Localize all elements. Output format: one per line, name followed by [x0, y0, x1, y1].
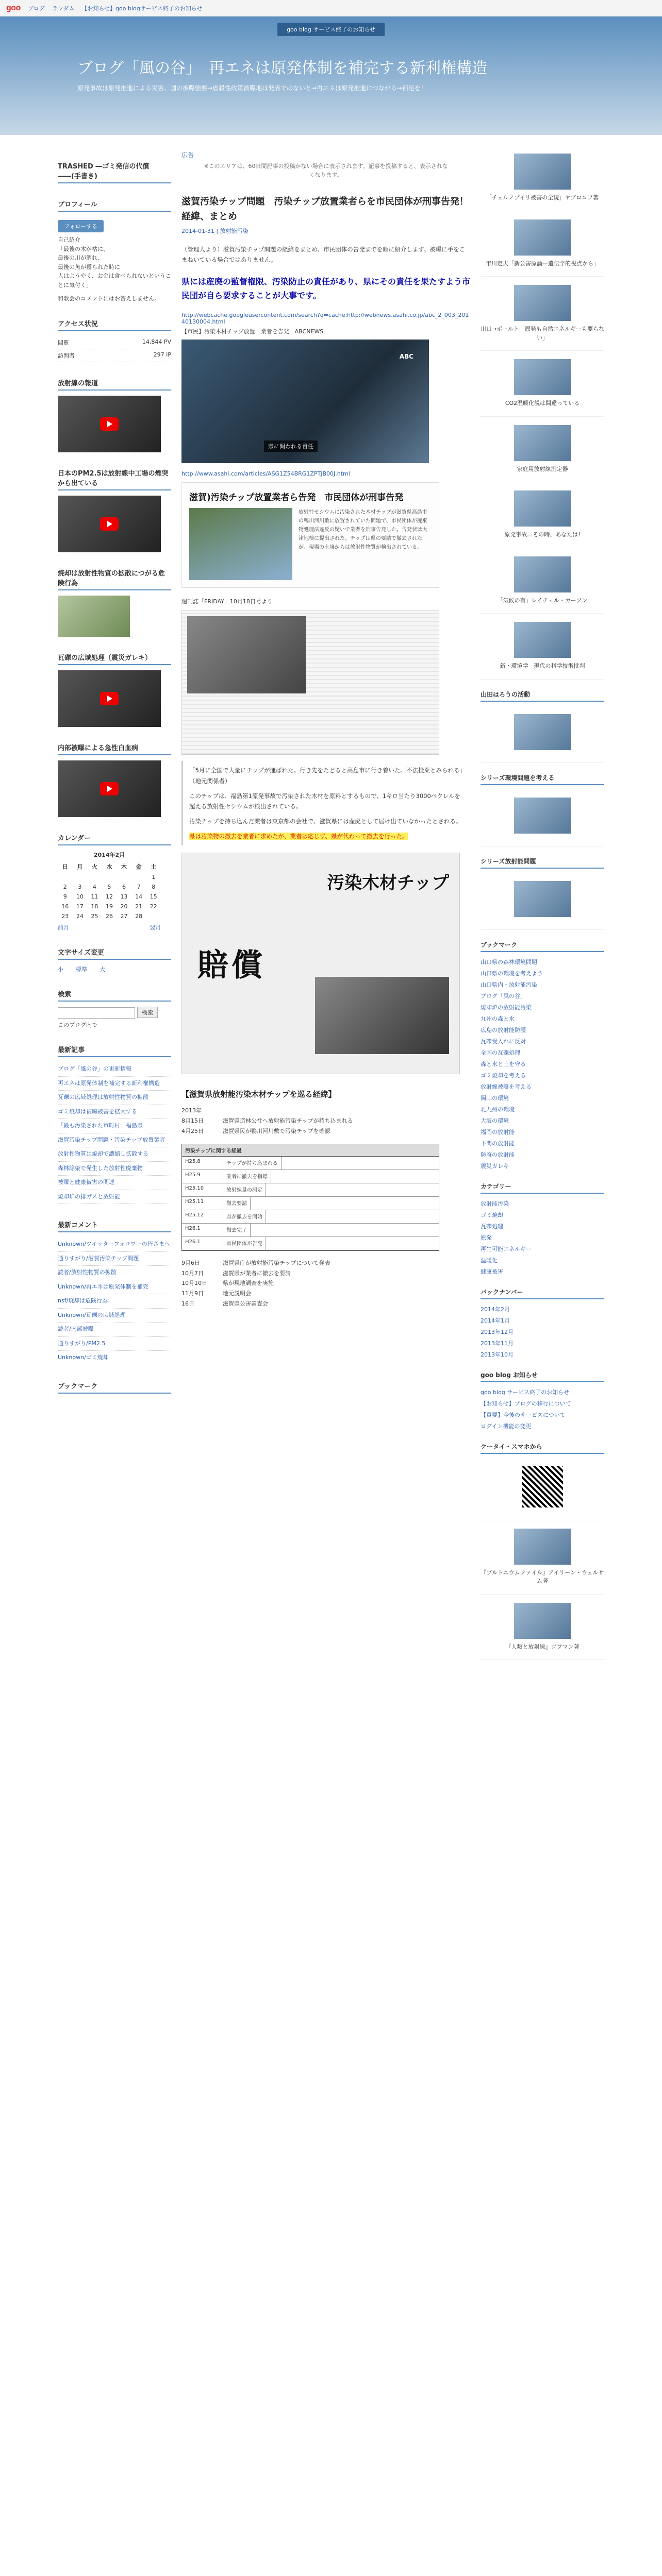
calendar	[58, 851, 161, 931]
list-item[interactable]: 放射性物質は焼却で濃縮し拡散する	[58, 1147, 171, 1162]
bookmark-link[interactable]: 下関の放射能	[481, 1140, 515, 1147]
document-table	[181, 1144, 439, 1251]
play-icon[interactable]	[100, 517, 119, 531]
quote-paragraph: このチップは、福島第1原発事故で汚染された木材を原料とするもので、1キロ当たり3000ベクレルを超える放射性セシウムが検出されている。	[189, 792, 461, 810]
book-cover[interactable]	[514, 359, 571, 395]
bookmark-link[interactable]: 北九州の環境	[481, 1106, 515, 1113]
quote-box	[181, 761, 470, 845]
list-item[interactable]: ゴミ焼却は被曝被害を拡大する	[58, 1105, 171, 1120]
profile-line: 最後の魚が獲られた時に	[58, 263, 120, 270]
profile-line: 和歌会のコメントにはお答えしません。	[58, 295, 160, 302]
archive-link[interactable]: 2013年12月	[481, 1328, 514, 1335]
play-icon[interactable]	[100, 417, 119, 431]
blog-header-banner	[0, 16, 662, 135]
news-caption: 【市民】汚染木材チップ放置 業者を告発 ABCNEWS	[181, 328, 324, 335]
topbar-link-blog[interactable]: ブログ	[27, 5, 45, 12]
text-size-title: 文字サイズ変更	[58, 945, 171, 960]
calendar-table: 日 月 火 水 木 金 土 1 2 3 4 5 6 7 8 9 10 11 12 13 14 15 16 17 18 19 20 21 22 23 24 25 26 27 28	[58, 861, 161, 921]
bookmark-link[interactable]: 広島の放射能防護	[481, 1026, 526, 1033]
video-widget-5	[58, 740, 171, 817]
book-cover[interactable]	[514, 556, 571, 592]
category-link[interactable]: 瓦礫処理	[481, 1223, 503, 1230]
main-content	[181, 145, 470, 1660]
calendar-title: カレンダー	[58, 831, 171, 845]
timeline-row: 8月15日 滋賀県造林公社へ放射能汚染チップが持ち込まれる	[181, 1117, 353, 1125]
right-sidebar	[481, 145, 604, 1660]
banner-thumbnail[interactable]	[514, 798, 571, 834]
top-utility-bar	[0, 0, 662, 16]
list-item[interactable]: Unknown/ゴミ焼却	[58, 1351, 171, 1365]
calendar-week: 16 17 18 19 20 21 22	[61, 903, 157, 910]
calendar-week: 2 3 4 5 6 7 8	[63, 884, 156, 891]
book-promo[interactable]: 「チェルノブイリ被害の全貌」ヤブロコフ著	[481, 145, 604, 211]
photo-subtitle: 県に問われる責任	[264, 440, 318, 452]
timeline-row: 4月25日 滋賀県民が鴨川河川敷で汚染チップを確認	[181, 1128, 330, 1135]
bookmark-link[interactable]: 福岡の放射能	[481, 1128, 515, 1136]
bookmark-link[interactable]: 瓦礫受入れに反対	[481, 1038, 526, 1045]
source-url-1[interactable]: http://webcache.googleusercontent.com/search?q=cache:http://webnews.asahi.co.jp/abc_2_003_20140130004.html	[181, 312, 469, 326]
magazine-scan	[181, 611, 439, 755]
timeline-heading: 【滋賀県放射能汚染木材チップを巡る経緯】	[181, 1090, 336, 1099]
qr-code-image	[522, 1466, 563, 1507]
table-row: H25.9 業者に撤去を指導	[182, 1170, 439, 1183]
text-size-small[interactable]: 小	[58, 966, 63, 973]
mobile-title: ケータイ・スマホから	[481, 1442, 604, 1454]
text-size-large[interactable]: 大	[100, 966, 105, 973]
image-thumbnail[interactable]	[58, 596, 130, 637]
archive-link[interactable]: 2013年11月	[481, 1340, 514, 1347]
category-link[interactable]: 放射能汚染	[481, 1200, 509, 1207]
banner-image[interactable]	[481, 873, 604, 930]
video-title: 瓦礫の広域処理（震災ガレキ）	[58, 650, 171, 665]
text-size-widget	[58, 945, 171, 973]
news-clip	[181, 482, 439, 588]
banner-thumbnail[interactable]	[514, 714, 571, 750]
book-promo[interactable]: 新・環境学 現代の科学技術批判	[481, 614, 604, 680]
profile-title: プロフィール	[58, 197, 171, 212]
search-button[interactable]: 検索	[137, 1007, 158, 1018]
banner-image[interactable]	[481, 789, 604, 846]
book-promo[interactable]: 家庭用放射線測定器	[481, 417, 604, 483]
calendar-widget	[58, 831, 171, 931]
quote-paragraph: 汚染チップを持ち込んだ業者は東京都の会社で、滋賀県には産廃として届け出ていなかったとされる。	[189, 818, 462, 825]
table-row: H25.11 撤去要請	[182, 1197, 439, 1210]
access-widget	[58, 316, 171, 362]
table-row: H25.8 チップが持ち込まれる	[182, 1157, 439, 1170]
video-thumbnail[interactable]	[58, 396, 161, 452]
bookmark-link[interactable]: 全国の瓦礫処理	[481, 1049, 520, 1056]
book-cover[interactable]	[514, 285, 571, 321]
search-widget	[58, 987, 171, 1029]
bookmark-link[interactable]: 山口県の森林環境問題	[481, 958, 537, 965]
profile-line: 最後の川が涸れ、	[58, 255, 104, 262]
left-sidebar	[58, 145, 171, 1660]
notice-link[interactable]: 【重要】今後のサービスについて	[481, 1411, 566, 1418]
video-thumbnail[interactable]	[58, 760, 161, 817]
book-promo[interactable]: 市川定夫「新公害原論―遺伝学的視点から」	[481, 211, 604, 277]
category-link[interactable]: ゴミ焼却	[481, 1211, 503, 1218]
list-item[interactable]: 被曝と健康被害の関連	[58, 1176, 171, 1190]
list-item[interactable]: 瓦礫の広域処理は放射性物質の拡散	[58, 1091, 171, 1105]
category-link[interactable]: 原発	[481, 1234, 492, 1241]
archive-link[interactable]: 2013年10月	[481, 1351, 514, 1358]
quote-source: 週刊誌「FRIDAY」10月18日号より	[181, 598, 273, 605]
book-promo[interactable]: 川口→ボールト「原発も自然エネルギーも要らない」	[481, 277, 604, 351]
list-item[interactable]: Unknown/再エネは原発体制を補完	[58, 1280, 171, 1295]
timeline-row: 16日 滋賀県公害審査会	[181, 1300, 268, 1308]
table-row: H26.1 撤去完了	[182, 1224, 439, 1237]
list-item[interactable]: ブログ「風の谷」の更新情報	[58, 1062, 171, 1077]
bookmark-link[interactable]: ゴミ焼却を考える	[481, 1072, 526, 1079]
category-link[interactable]: 再生可能エネルギー	[481, 1245, 532, 1252]
clip-text: 放射性セシウムに汚染された木材チップが滋賀県高島市の鴨川河川敷に放置されていた問題で、市民団体が廃棄物処理法違反の疑いで業者を刑事告発した。告発状は大津地検に提出された。チップは県の要請で撤去されたが、現場の土壌からは放射性物質が検出されている。	[299, 510, 427, 551]
newspaper-scan	[181, 853, 460, 1074]
ad-note: ※このエリアは、60日間記事の投稿がない場合に表示されます。記事を投稿すると、表示されなくなります。	[204, 163, 448, 178]
book-cover[interactable]	[514, 1603, 571, 1639]
access-title: アクセス状況	[58, 316, 171, 331]
list-item[interactable]: 森林除染で発生した放射性廃棄物	[58, 1162, 171, 1176]
bookmark-link[interactable]: 放射線被曝を考える	[481, 1083, 532, 1090]
comment-title: 最新コメント	[58, 1217, 171, 1232]
list-item[interactable]: 通りすがり/滋賀汚染チップ問題	[58, 1252, 171, 1266]
magazine-photo	[187, 616, 306, 693]
follow-button[interactable]: フォローする	[58, 220, 104, 232]
blog-description: 原発事故は原発推進による災害、国の被曝強要→虐殺性政策被曝地は発表ではないと→再エネは原発推進につながる→補足を！	[77, 84, 427, 92]
newspaper-photo	[315, 977, 449, 1054]
list-item[interactable]: Unknown/ツイッターフォロワーの皆さまへ	[58, 1238, 171, 1252]
recent-posts-widget	[58, 1042, 171, 1204]
bookmark-link[interactable]: ブログ「風の谷」	[481, 992, 526, 999]
archive-title: バックナンバー	[481, 1287, 604, 1299]
source-url-2[interactable]: http://www.asahi.com/articles/ASG1Z54BRG1ZPTJB00J.html	[181, 470, 350, 478]
text-size-normal[interactable]: 標準	[76, 966, 87, 973]
video-title: 放射線の報道	[58, 376, 171, 391]
video-widget-1	[58, 376, 171, 452]
play-icon[interactable]	[100, 692, 119, 705]
article-date[interactable]: 2014-01-31 | 放射能汚染	[181, 227, 249, 234]
bookmark-link[interactable]: 森と水と土を守る	[481, 1060, 526, 1067]
profile-heading: TRASHED ―ゴミ発信の代償――(手書き)	[58, 159, 171, 183]
notice-link[interactable]: goo blog サービス終了のお知らせ	[481, 1388, 569, 1396]
calendar-month: 2014年2月	[93, 852, 125, 859]
timeline-row: 9月6日 滋賀県庁が放射能汚染チップについて発表	[181, 1259, 330, 1266]
bookmark-link[interactable]: 九州の森と水	[481, 1015, 515, 1022]
document-table-head: 汚染チップに関する経過	[182, 1144, 439, 1157]
video-title: 日本のPM2.5は放射線中工場の煙突から出ている	[58, 466, 171, 490]
bookmark-link[interactable]: 山口県内・放射能汚染	[481, 981, 537, 988]
calendar-week: 1	[152, 874, 156, 881]
video-thumbnail[interactable]	[58, 670, 161, 727]
highlighted-text: 県は汚染物の撤去を業者に求めたが、業者は応じず、県が代わって撤去を行った。	[189, 832, 408, 840]
archive-link[interactable]: 2014年1月	[481, 1317, 510, 1324]
list-item[interactable]: 再エネは原発体制を補完する新利権構造	[58, 1077, 171, 1091]
search-scope-select[interactable]: このブログ内で	[58, 1022, 97, 1029]
bookmark-title: ブックマーク	[58, 1379, 171, 1394]
book-cover[interactable]	[514, 1529, 571, 1565]
table-row: H25.12 県が撤去を開始	[182, 1210, 439, 1224]
news-photo	[181, 340, 429, 463]
series2-title: シリーズ放射能問題	[481, 857, 604, 869]
book-cover[interactable]	[514, 219, 571, 256]
timeline-row: 10月10日 県が現地調査を実施	[181, 1280, 274, 1287]
banner-image[interactable]	[481, 706, 604, 763]
timeline-continued	[181, 1258, 470, 1309]
book-cover[interactable]	[514, 425, 571, 461]
ad-label: 広告	[181, 151, 194, 159]
book-promo[interactable]: CO2温暖化説は間違っている	[481, 351, 604, 417]
newspaper-headline: 汚染木材チップ	[327, 873, 449, 894]
bookmark-link[interactable]: 焼却炉の放射能汚染	[481, 1004, 532, 1011]
list-item[interactable]: 滋賀汚染チップ問題・汚染チップ放置業者	[58, 1133, 171, 1148]
list-item[interactable]: 読者/放射性物質の拡散	[58, 1266, 171, 1280]
calendar-week: 9 10 11 12 13 14 15	[63, 893, 157, 901]
list-item[interactable]: 焼却炉の排ガスと放射能	[58, 1190, 171, 1205]
article-lead: 県には産廃の監督権限、汚染防止の責任があり、県にその責任を果たすよう市民団が自ら要求することが大事です。	[181, 276, 471, 301]
book-cover[interactable]	[514, 622, 571, 658]
links-title: ブックマーク	[481, 940, 604, 952]
search-title: 検索	[58, 987, 171, 1002]
topbar-link-notice[interactable]: 【お知らせ】goo blogサービス終了のお知らせ	[81, 5, 203, 12]
play-icon[interactable]	[100, 782, 119, 795]
yamada-title: 山田はろうの活動	[481, 690, 604, 702]
photo-tag: ABC	[399, 353, 413, 361]
table-row: H25.10 放射線量の測定	[182, 1183, 439, 1197]
profile-line: 「最後の木が枯に、	[58, 245, 109, 252]
calendar-next-link[interactable]: 翌月	[150, 924, 161, 931]
video-title: 内部被曝による急性白血病	[58, 740, 171, 755]
timeline-row: 11月9日 地元説明会	[181, 1290, 251, 1297]
qr-code	[481, 1458, 604, 1520]
access-row: 閲覧 14,844 PV	[58, 336, 171, 349]
bookmark-link[interactable]: 大阪の環境	[481, 1117, 509, 1124]
bookmark-link[interactable]: 防府の放射能	[481, 1151, 515, 1158]
bookmark-link[interactable]: 岡山の環境	[481, 1094, 509, 1101]
recent-comments-widget	[58, 1217, 171, 1365]
list-item[interactable]: 「最も汚染された市町村」福島県	[58, 1119, 171, 1133]
clip-image	[189, 508, 292, 580]
goo-notice-title: goo blog お知らせ	[481, 1370, 604, 1382]
archive-link[interactable]: 2014年2月	[481, 1306, 510, 1313]
video-title: 焼却は放射性物質の拡散につがる危険行為	[58, 566, 171, 590]
book-promo[interactable]: 「気候の有」レイチェル・カーソン	[481, 548, 604, 614]
category-link[interactable]: 温暖化	[481, 1257, 498, 1264]
newspaper-big-word: 賠償	[197, 947, 266, 984]
category-link[interactable]: 健康被害	[481, 1268, 503, 1275]
banner-thumbnail[interactable]	[514, 881, 571, 917]
timeline	[181, 1106, 470, 1136]
service-end-notice[interactable]: goo blog サービス終了のお知らせ	[277, 23, 385, 36]
list-item[interactable]: 通りすがり/PM2.5	[58, 1337, 171, 1351]
bookmark-link[interactable]: 山口県の環境を考えよう	[481, 970, 543, 977]
clip-headline: 滋賀)汚染チップ放置業者ら告発 市民団体が刑事告発	[189, 493, 404, 503]
search-input[interactable]	[58, 1007, 135, 1019]
video-thumbnail[interactable]	[58, 496, 161, 552]
notice-link[interactable]: ログイン機能の変更	[481, 1422, 532, 1430]
calendar-prev-link[interactable]: 前月	[58, 924, 69, 931]
goo-logo[interactable]: goo	[6, 3, 21, 12]
book-cover[interactable]	[514, 154, 571, 190]
book-promo[interactable]: 『人類と放射線』ゴフマン著	[481, 1595, 604, 1660]
book-promo[interactable]: 『プルトニウムファイル』アイリーン・ウェルサム著	[481, 1520, 604, 1595]
list-item[interactable]: 読者/内部被曝	[58, 1323, 171, 1337]
list-item[interactable]: Unknown/瓦礫の広域処理	[58, 1309, 171, 1323]
category-title: カテゴリー	[481, 1182, 604, 1194]
table-row: H26.1 市民団体が告発	[182, 1237, 439, 1250]
page-columns	[58, 135, 604, 1660]
calendar-week: 23 24 25 26 27 28	[61, 913, 143, 920]
book-cover[interactable]	[514, 490, 571, 527]
timeline-row: 2013年	[181, 1107, 202, 1114]
list-item[interactable]: nsf/焼却は危険行為	[58, 1294, 171, 1309]
profile-widget	[58, 159, 171, 303]
bookmark-widget	[58, 1379, 171, 1394]
article-intro: （管理人より）滋賀汚染チップ問題の経緯をまとめ、市民団体の告発までを順に紹介します。被曝に手をこまねいている場合ではありません。	[181, 245, 466, 264]
video-widget-4	[58, 650, 171, 727]
video-widget-2	[58, 466, 171, 552]
notice-link[interactable]: 【お知らせ】ブログの移行について	[481, 1400, 571, 1407]
recent-title: 最新記事	[58, 1042, 171, 1057]
series-title: シリーズ環境問題を考える	[481, 773, 604, 785]
video-widget-3	[58, 566, 171, 637]
book-promo[interactable]: 原発事故…その時、あなたは!	[481, 482, 604, 548]
bookmark-link[interactable]: 震災ガレキ	[481, 1162, 509, 1170]
topbar-link-random[interactable]: ランダム	[52, 5, 75, 12]
timeline-row: 10月7日 滋賀県が業者に撤去を要請	[181, 1269, 291, 1277]
quote-paragraph: 「5月に全国で大量にチップが運ばれた。行き先をたどると高島市に行き着いた。不法投棄とみられる」（地元関係者）	[189, 767, 463, 785]
blog-title[interactable]: ブログ「風の谷」 再エネは原発体制を補完する新利権構造	[77, 59, 487, 77]
profile-line: 自己紹介	[58, 236, 80, 243]
article-title[interactable]: 滋賀汚染チップ問題 汚染チップ放置業者らを市民団体が刑事告発！経緯、まとめ	[181, 196, 469, 222]
access-row: 訪問者 297 IP	[58, 349, 171, 362]
profile-line: 人はようやく、お金は食べられないということに気付く」	[58, 273, 171, 289]
